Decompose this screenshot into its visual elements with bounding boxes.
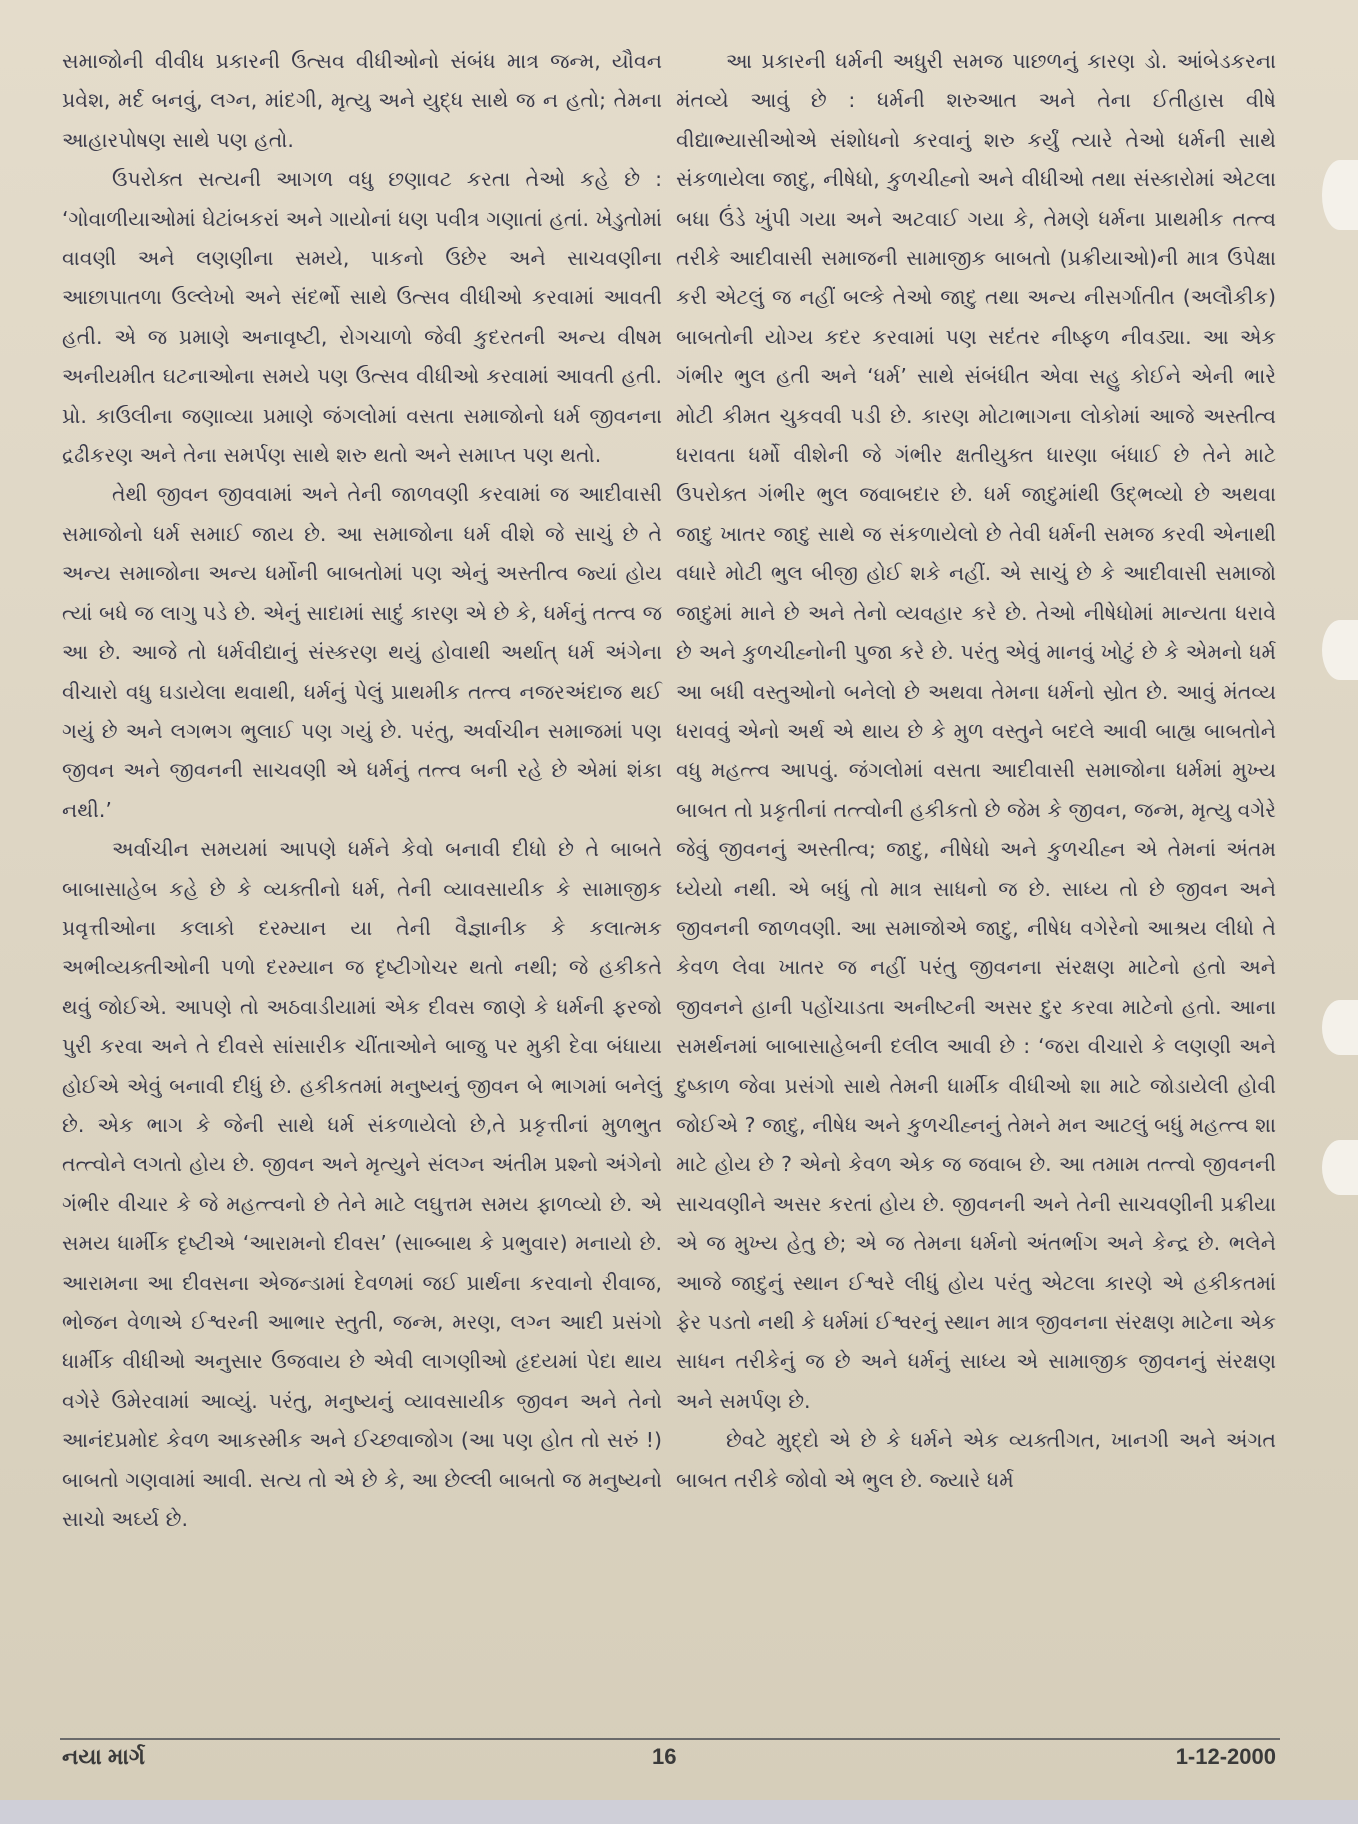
paper-tear: [1322, 160, 1358, 230]
page-number: 16: [652, 1744, 677, 1769]
paragraph: ઉપરોક્ત સત્યની આગળ વધુ છણાવટ કરતા તેઓ કહે છે : ‘ગોવાળીયાઓમાં ઘેટાંબકરાં અને ગાયોનાં ધણ પવીત્ર ગણાતાં હતાં. ખેડુતોમાં વાવણી અને લણણીના સમયે, પાકનો ઉછેર અને સાચવણીના આછાપાતળા ઉલ્લેખો અને સંદર્ભો સાથે ઉત્સવ વીધીઓ કરવામાં આવતી હતી. એ જ પ્રમાણે અનાવૃષ્ટી, રોગચાળો જેવી કુદરતની અન્ય વીષમ અનીયમીત ઘટનાઓના સમયે પણ ઉત્સવ વીધીઓ કરવામાં આવતી હતી. પ્રો. કાઉલીના જણાવ્યા પ્રમાણે જંગલોમાં વસતા સમાજોનો ધર્મ જીવનના દ્રઢીકરણ અને તેના સમર્પણ સાથે શરુ થતો અને સમાપ્ત પણ થતો.: [62, 167, 662, 468]
issue-date: 1-12-2000: [1175, 1744, 1276, 1769]
paragraph: છેવટે મુદ્દો એ છે કે ધર્મને એક વ્યક્તીગત, ખાનગી અને અંગત બાબત તરીકે જોવો એ ભુલ છે. જ્યારે ધર્મ: [676, 1428, 1276, 1492]
page-footer: [62, 1744, 1276, 1784]
paper-tear: [1322, 1000, 1358, 1055]
paragraph: આ પ્રકારની ધર્મની અધુરી સમજ પાછળનું કારણ ડો. આંબેડકરના મંતવ્યે આવું છે : ધર્મની શરુઆત અને તેના ઈતીહાસ વીષે વીદ્યાભ્યાસીઓએ સંશોધનો કરવાનું શરુ કર્યું ત્યારે તેઓ ધર્મની સાથે સંકળાયેલા જાદુ, નીષેધો, કુળચીહ્નો અને વીધીઓ તથા સંસ્કારોમાં એટલા બધા ઉંડે ખુંપી ગયા અને અટવાઈ ગયા કે, તેમણે ધર્મના પ્રાથમીક તત્ત્વ તરીકે આદીવાસી સમાજની સામાજીક બાબતો (પ્રક્રીયાઓ)ની માત્ર ઉપેક્ષા કરી એટલું જ નહીં બલ્કે તેઓ જાદુ તથા અન્ય નીસર્ગાતીત (અલૌકીક) બાબતોની યોગ્ય કદર કરવામાં પણ સદંતર નીષ્ફળ નીવડ્યા. આ એક ગંભીર ભુલ હતી અને ‘ધર્મ’ સાથે સંબંધીત એવા સહુ કોઈને એની ભારે મોટી કીમત ચુકવવી પડી છે. કારણ મોટાભાગના લોકોમાં આજે અસ્તીત્વ ધરાવતા ધર્મો વીશેની જે ગંભીર ક્ષતીયુક્ત ધારણા બંધાઈ છે તેને માટે ઉપરોક્ત ગંભીર ભુલ જવાબદાર છે. ધર્મ જાદુમાંથી ઉદ્ભવ્યો છે અથવા જાદુ ખાતર જાદુ સાથે જ સંકળાયેલો છે તેવી ધર્મની સમજ કરવી એનાથી વધારે મોટી ભુલ બીજી હોઈ શકે નહીં. એ સાચું છે કે આદીવાસી સમાજો જાદુમાં માને છે અને તેનો વ્યવહાર કરે છે. તેઓ નીષેધોમાં માન્યતા ધરાવે છે અને કુળચીહ્નોની પુજા કરે છે. પરંતુ એવું માનવું ખોટું છે કે એમનો ધર્મ આ બધી વસ્તુઓનો બનેલો છે અથવા તેમના ધર્મનો સ્રોત છે. આવું મંતવ્ય ધરાવવું એનો અર્થ એ થાય છે કે મુળ વસ્તુને બદલે આવી બાહ્ય બાબતોને વધુ મહત્ત્વ આપવું. જંગલોમાં વસતા આદીવાસી સમાજોના ધર્મમાં મુખ્ય બાબત તો પ્રકૃતીનાં તત્ત્વોની હકીકતો છે જેમ કે જીવન, જન્મ, મૃત્યુ વગેરે જેવું જીવનનું અસ્તીત્વ; જાદુ, નીષેધો અને કુળચીહ્ન એ તેમનાં અંતમ ધ્યેયો નથી. એ બધું તો માત્ર સાધનો જ છે. સાધ્ય તો છે જીવન અને જીવનની જાળવણી. આ સમાજોએ જાદુ, નીષેધ વગેરેનો આશ્રય લીધો તે કેવળ લેવા ખાતર જ નહીં પરંતુ જીવનના સંરક્ષણ માટેનો હતો અને જીવનને હાની પહોંચાડતા અનીષ્ટની અસર દુર કરવા માટેનો હતો. આના સમર્થનમાં બાબાસાહેબની દલીલ આવી છે : ‘જરા વીચારો કે લણણી અને દુષ્કાળ જેવા પ્રસંગો સાથે તેમની ધાર્મીક વીધીઓ શા માટે જોડાયેલી હોવી જોઈએ ? જાદુ, નીષેધ અને કુળચીહ્નનું તેમને મન આટલું બધું મહત્ત્વ શા માટે હોય છે ? એનો કેવળ એક જ જવાબ છે. આ તમામ તત્ત્વો જીવનની સાચવણીને અસર કરતાં હોય છે. જીવનની અને તેની સાચવણીની પ્રક્રીયા એ જ મુખ્ય હેતુ છે; એ જ તેમના ધર્મનો અંતર્ભાગ અને કેન્દ્ર છે. ભલેને આજે જાદુનું સ્થાન ઈશ્વરે લીધું હોય પરંતુ એટલા કારણે એ હકીકતમાં ફેર પડતો નથી કે ધર્મમાં ઈશ્વરનું સ્થાન માત્ર જીવનના સંરક્ષણ માટેના એક સાધન તરીકેનું જ છે અને ધર્મનું સાધ્ય એ સામાજીક જીવનનું સંરક્ષણ અને સમર્પણ છે.: [676, 49, 1276, 1413]
paper-tear: [1322, 1140, 1358, 1195]
left-column: [62, 42, 662, 1539]
paper-tear: [1322, 620, 1358, 680]
footer-rule: [60, 1738, 1280, 1740]
publication-name: નયા માર્ગ: [62, 1744, 145, 1769]
paragraph: સમાજોની વીવીધ પ્રકારની ઉત્સવ વીધીઓનો સંબંધ માત્ર જન્મ, યૌવન પ્રવેશ, મર્દ બનવું, લગ્ન, માંદગી, મૃત્યુ અને યુદ્ધ સાથે જ ન હતો; તેમના આહારપોષણ સાથે પણ હતો.: [62, 49, 662, 152]
paragraph: અર્વાચીન સમયમાં આપણે ધર્મને કેવો બનાવી દીધો છે તે બાબતે બાબાસાહેબ કહે છે કે વ્યક્તીનો ધર્મ, તેની વ્યાવસાયીક કે સામાજીક પ્રવૃત્તીઓના કલાકો દરમ્યાન યા તેની વૈજ્ઞાનીક કે કલાત્મક અભીવ્યક્તીઓની પળો દરમ્યાન જ દૃષ્ટીગોચર થતો નથી; જે હકીકતે થવું જોઈએ. આપણે તો અઠવાડીયામાં એક દીવસ જાણે કે ધર્મની ફરજો પુરી કરવા અને તે દીવસે સાંસારીક ચીંતાઓને બાજુ પર મુકી દેવા બંધાયા હોઈએ એવું બનાવી દીધું છે. હકીકતમાં મનુષ્યનું જીવન બે ભાગમાં બનેલું છે. એક ભાગ કે જેની સાથે ધર્મ સંકળાયેલો છે,તે પ્રકૃત્તીનાં મુળભુત તત્ત્વોને લગતો હોય છે. જીવન અને મૃત્યુને સંલગ્ન અંતીમ પ્રશ્નો અંગેનો ગંભીર વીચાર કે જે મહત્ત્વનો છે તેને માટે લઘુત્તમ સમય ફાળવ્યો છે. એ સમય ધાર્મીક દૃષ્ટીએ ‘આરામનો દીવસ’ (સાબ્બાથ કે પ્રભુવાર) મનાયો છે. આરામના આ દીવસના એજન્ડામાં દેવળમાં જઈ પ્રાર્થના કરવાનો રીવાજ, ભોજન વેળાએ ઈશ્વરની આભાર સ્તુતી, જન્મ, મરણ, લગ્ન આદી પ્રસંગો ધાર્મીક વીધીઓ અનુસાર ઉજવાય છે એવી લાગણીઓ હૃદયમાં પેદા થાય વગેરે ઉમેરવામાં આવ્યું. પરંતુ, મનુષ્યનું વ્યાવસાયીક જીવન અને તેનો આનંદપ્રમોદ કેવળ આકસ્મીક અને ઈચ્છવાજોગ (આ પણ હોત તો સરું !) બાબતો ગણવામાં આવી. સત્ય તો એ છે કે, આ છેલ્લી બાબતો જ મનુષ્યનો સાચો અર્ઘ્ય છે.: [62, 837, 662, 1532]
right-column: [676, 42, 1276, 1500]
paragraph: તેથી જીવન જીવવામાં અને તેની જાળવણી કરવામાં જ આદીવાસી સમાજોનો ધર્મ સમાઈ જાય છે. આ સમાજોના ધર્મ વીશે જે સાચું છે તે અન્ય સમાજોના અન્ય ધર્મોની બાબતોમાં પણ એનું અસ્તીત્વ જ્યાં હોય ત્યાં બધે જ લાગુ પડે છે. એનું સાદામાં સાદું કારણ એ છે કે, ધર્મનું તત્ત્વ જ આ છે. આજે તો ધર્મવીદ્યાનું સંસ્કરણ થયું હોવાથી અર્થાત્ ધર્મ અંગેના વીચારો વધુ ઘડાયેલા થવાથી, ધર્મનું પેલું પ્રાથમીક તત્ત્વ નજરઅંદાજ થઈ ગયું છે અને લગભગ ભુલાઈ પણ ગયું છે. પરંતુ, અર્વાચીન સમાજમાં પણ જીવન અને જીવનની સાચવણી એ ધર્મનું તત્ત્વ બની રહે છે એમાં શંકા નથી.’: [62, 482, 662, 822]
scan-edge: [0, 1800, 1358, 1824]
